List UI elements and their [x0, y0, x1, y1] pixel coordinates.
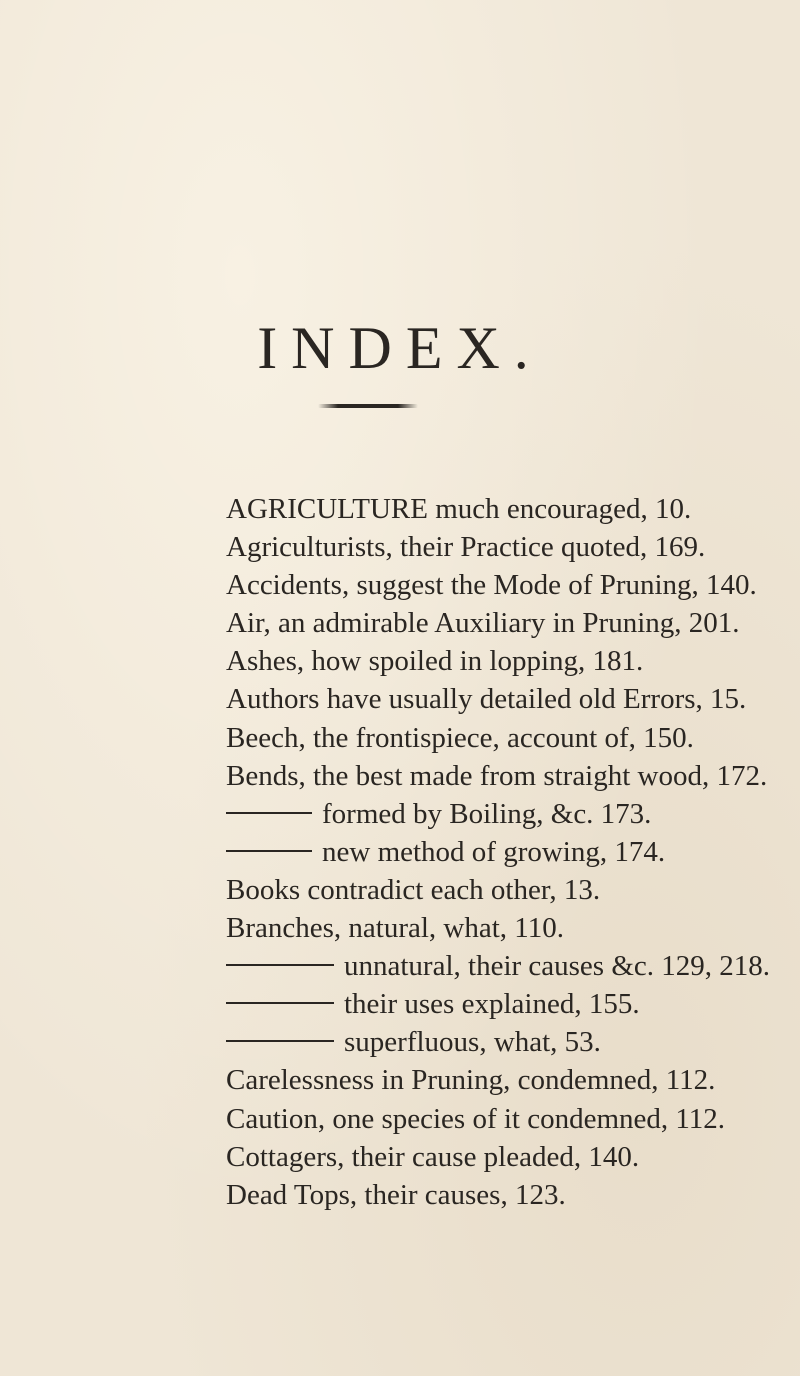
- ditto-dash: [226, 812, 312, 814]
- index-entry-text: Books contradict each other, 13.: [226, 873, 601, 906]
- index-entry: [226, 490, 786, 528]
- index-entry: [226, 1138, 786, 1176]
- index-entry: [226, 1100, 786, 1138]
- ditto-dash: [226, 1040, 334, 1042]
- page-title: INDEX.: [257, 315, 543, 381]
- ornamental-rule: [318, 404, 418, 408]
- index-entry: [226, 795, 786, 833]
- index-entry-text: AGRICULTURE much encouraged, 10.: [226, 493, 692, 525]
- index-entry: [226, 604, 786, 642]
- index-entry: [226, 985, 786, 1023]
- index-entry: [226, 947, 786, 985]
- index-entry-text: Cottagers, their cause pleaded, 140.: [226, 1140, 640, 1173]
- index-entry-text: Beech, the frontispiece, account of, 150.: [226, 721, 694, 754]
- ditto-dash: [226, 964, 334, 966]
- index-entry-text: Dead Tops, their causes, 123.: [226, 1178, 566, 1211]
- index-entry: [226, 566, 786, 604]
- index-entry: [226, 909, 786, 947]
- index-entry-text: formed by Boiling, &c. 173.: [322, 797, 652, 830]
- index-entry: [226, 719, 786, 757]
- index-entry-text: Accidents, suggest the Mode of Pruning, 140.: [226, 569, 757, 602]
- index-entry-text: Bends, the best made from straight wood, 172.: [226, 759, 768, 792]
- index-entry: [226, 871, 786, 909]
- index-entry: [226, 1061, 786, 1099]
- index-entry-text: Air, an admirable Auxiliary in Pruning, 201.: [226, 607, 740, 640]
- index-entry-text: their uses explained, 155.: [344, 988, 640, 1021]
- index-entry-text: unnatural, their causes &c. 129, 218.: [344, 950, 771, 983]
- index-entry: [226, 528, 786, 566]
- index-entry-text: Carelessness in Pruning, condemned, 112.: [226, 1064, 716, 1097]
- index-entry-text: superfluous, what, 53.: [344, 1026, 601, 1059]
- index-entries: [226, 490, 786, 1214]
- index-entry: [226, 1176, 786, 1214]
- index-entry-text: Caution, one species of it condemned, 112.: [226, 1102, 726, 1135]
- index-entry: [226, 642, 786, 680]
- index-entry: [226, 680, 786, 718]
- ditto-dash: [226, 850, 312, 852]
- ditto-dash: [226, 1002, 334, 1004]
- index-entry-text: new method of growing, 174.: [322, 835, 666, 868]
- index-entry-text: Branches, natural, what, 110.: [226, 912, 564, 945]
- index-entry-text: Ashes, how spoiled in lopping, 181.: [226, 645, 644, 678]
- index-entry-text: Authors have usually detailed old Errors, 15.: [226, 683, 747, 716]
- index-entry: [226, 757, 786, 795]
- index-entry-text: Agriculturists, their Practice quoted, 169.: [226, 531, 706, 564]
- index-entry: [226, 833, 786, 871]
- index-entry: [226, 1023, 786, 1061]
